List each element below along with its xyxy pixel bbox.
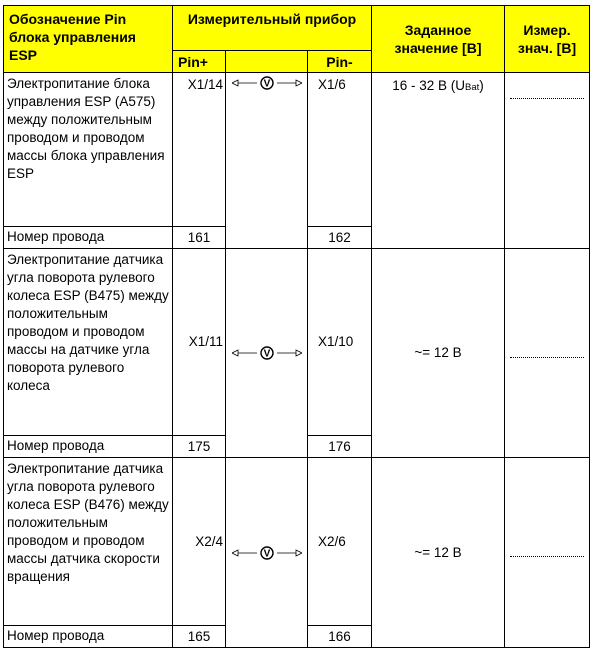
header-pin-minus: Pin- xyxy=(308,51,372,73)
header-meter-spacer xyxy=(226,51,308,73)
row-1-description: Электропитание блока управления ESP (A575) между положительным проводом и проводом массы блока управления ESP xyxy=(4,73,173,227)
header-pin-plus: Pin+ xyxy=(173,51,226,73)
row-1-measured-field[interactable] xyxy=(505,73,590,249)
row-3-measured-dotted-line xyxy=(510,555,584,557)
row-2-measured-field[interactable] xyxy=(505,249,590,458)
voltmeter-symbol: V xyxy=(263,78,270,90)
row-1-wire-minus: 162 xyxy=(308,227,372,249)
voltmeter-icon xyxy=(232,546,302,560)
header-measuring-device: Измерительный прибор xyxy=(173,6,372,51)
header-pin-designation: Обозначение Pin блока управления ESP xyxy=(4,6,173,73)
test-row-2 xyxy=(4,249,590,436)
row-1-nominal-main: 16 - 32 В (U xyxy=(392,78,466,93)
row-2-wire-minus: 176 xyxy=(308,436,372,458)
row-2-pin-plus: X1/11 xyxy=(173,249,226,436)
row-3-description: Электропитание датчика угла поворота рулевого колеса ESP (B476) между положительным проводом и проводом массы датчика скорости вращения xyxy=(4,458,173,626)
row-3-pin-minus: X2/6 xyxy=(308,458,372,626)
row-1-nominal-end: ) xyxy=(479,78,484,93)
voltmeter-symbol: V xyxy=(263,548,270,559)
row-1-measured-dotted-line xyxy=(510,97,584,99)
row-2-pin-minus: X1/10 xyxy=(308,249,372,436)
row-3-nominal: ~= 12 В xyxy=(372,458,505,648)
header-row xyxy=(4,6,590,51)
row-2-wire-label: Номер провода xyxy=(4,436,173,458)
row-2-nominal: ~= 12 В xyxy=(372,249,505,458)
row-1-wire-plus: 161 xyxy=(173,227,226,249)
row-3-pin-plus: X2/4 xyxy=(173,458,226,626)
row-3-measured-field[interactable] xyxy=(505,458,590,648)
voltmeter-icon xyxy=(232,346,302,360)
voltmeter-symbol: V xyxy=(263,348,270,360)
row-1-pin-minus: X1/6 xyxy=(308,73,372,227)
voltmeter-icon xyxy=(232,76,302,90)
row-1-voltmeter xyxy=(226,73,308,249)
row-2-voltmeter xyxy=(226,249,308,458)
row-3-wire-plus: 165 xyxy=(173,626,226,648)
row-1-nominal-sub: Bat xyxy=(465,82,480,93)
header-nominal-value: Заданное значение [В] xyxy=(372,6,505,73)
row-3-voltmeter xyxy=(226,458,308,648)
row-3-wire-minus: 166 xyxy=(308,626,372,648)
row-1-wire-label: Номер провода xyxy=(4,227,173,249)
row-2-wire-plus: 175 xyxy=(173,436,226,458)
row-3-wire-label: Номер провода xyxy=(4,626,173,648)
row-1-pin-plus: X1/14 xyxy=(173,73,226,227)
esp-test-table-container xyxy=(3,5,590,648)
header-measured-value: Измер. знач. [В] xyxy=(505,6,590,73)
test-row-3 xyxy=(4,458,590,626)
test-row-1 xyxy=(4,73,590,227)
esp-test-table xyxy=(3,5,590,648)
row-1-nominal xyxy=(372,73,505,249)
row-2-description: Электропитание датчика угла поворота рулевого колеса ESP (B475) между положительным проводом и проводом массы на датчике угла поворота рулевого колеса xyxy=(4,249,173,436)
row-2-measured-dotted-line xyxy=(510,356,584,358)
